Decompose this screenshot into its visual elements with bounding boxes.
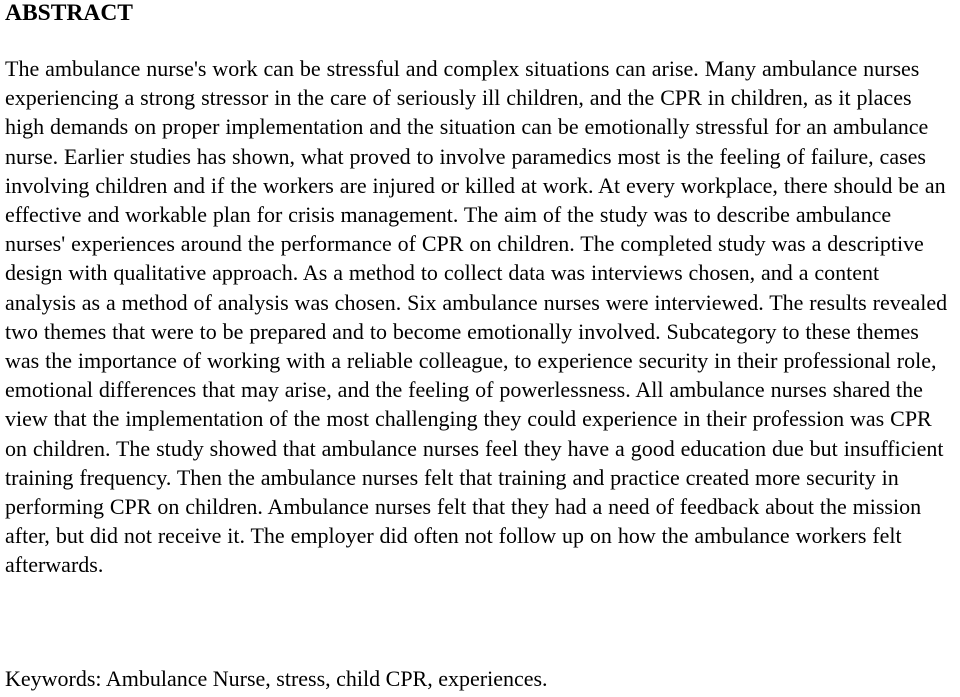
- abstract-paragraph: The ambulance nurse's work can be stressful and complex situations can arise. Many ambulance nurses experiencing a strong stressor in the care of seriously ill children, and the CPR in children, as it places high demands on proper implementation and the situation can be emotionally stressful for an ambulance nurse. Earlier studies has shown, what proved to involve paramedics most is the feeling of failure, cases involving children and if the workers are injured or killed at work. At every workplace, there should be an effective and workable plan for crisis management. The aim of the study was to describe ambulance nurses' experiences around the performance of CPR on children. The completed study was a descriptive design with qualitative approach. As a method to collect data was interviews chosen, and a content analysis as a method of analysis was chosen. Six ambulance nurses were interviewed. The results revealed two themes that were to be prepared and to become emotionally involved. Subcategory to these themes was the importance of working with a reliable colleague, to experience security in their professional role, emotional differences that may arise, and the feeling of powerlessness. All ambulance nurses shared the view that the implementation of the most challenging they could experience in their profession was CPR on children. The study showed that ambulance nurses feel they have a good education due but insufficient training frequency. Then the ambulance nurses felt that training and practice created more security in performing CPR on children. Ambulance nurses felt that they had a need of feedback about the mission after, but did not receive it. The employer did often not follow up on how the ambulance workers felt afterwards.: [5, 56, 948, 578]
- abstract-heading: ABSTRACT: [5, 0, 133, 26]
- document-page: [5, 0, 955, 691]
- keywords-line: Keywords: Ambulance Nurse, stress, child CPR, experiences.: [5, 666, 548, 691]
